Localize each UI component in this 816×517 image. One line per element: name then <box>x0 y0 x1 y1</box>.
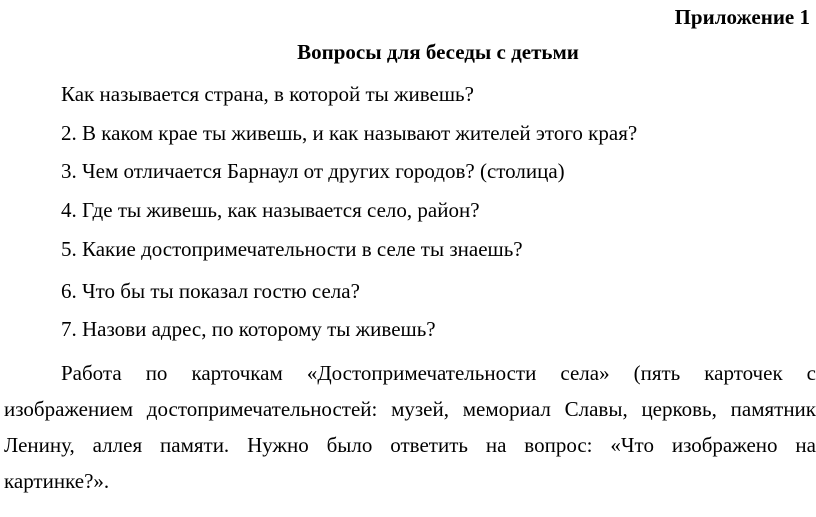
question-item: Как называется страна, в которой ты живешь? <box>61 82 474 106</box>
question-item: 3. Чем отличается Барнаул от других городов? (столица) <box>61 159 565 183</box>
appendix-label: Приложение 1 <box>674 5 810 29</box>
document-title: Вопросы для беседы с детьми <box>297 40 579 64</box>
question-item: 2. В каком крае ты живешь, и как называют жителей этого края? <box>61 121 638 145</box>
body-paragraph: Работа по карточкам «Достопримечательности села» (пять карточек с изображением достопримечательностей: музей, мемориал Славы, церковь, памятник Ленину, аллея памяти. Нужно было ответить на вопрос: «Что изображено на картинке?». <box>4 361 816 493</box>
question-item: 4. Где ты живешь, как называется село, район? <box>61 198 480 222</box>
question-item: 6. Что бы ты показал гостю села? <box>61 279 360 303</box>
question-item: 5. Какие достопримечательности в селе ты знаешь? <box>61 237 523 261</box>
question-item: 7. Назови адрес, по которому ты живешь? <box>61 317 436 341</box>
